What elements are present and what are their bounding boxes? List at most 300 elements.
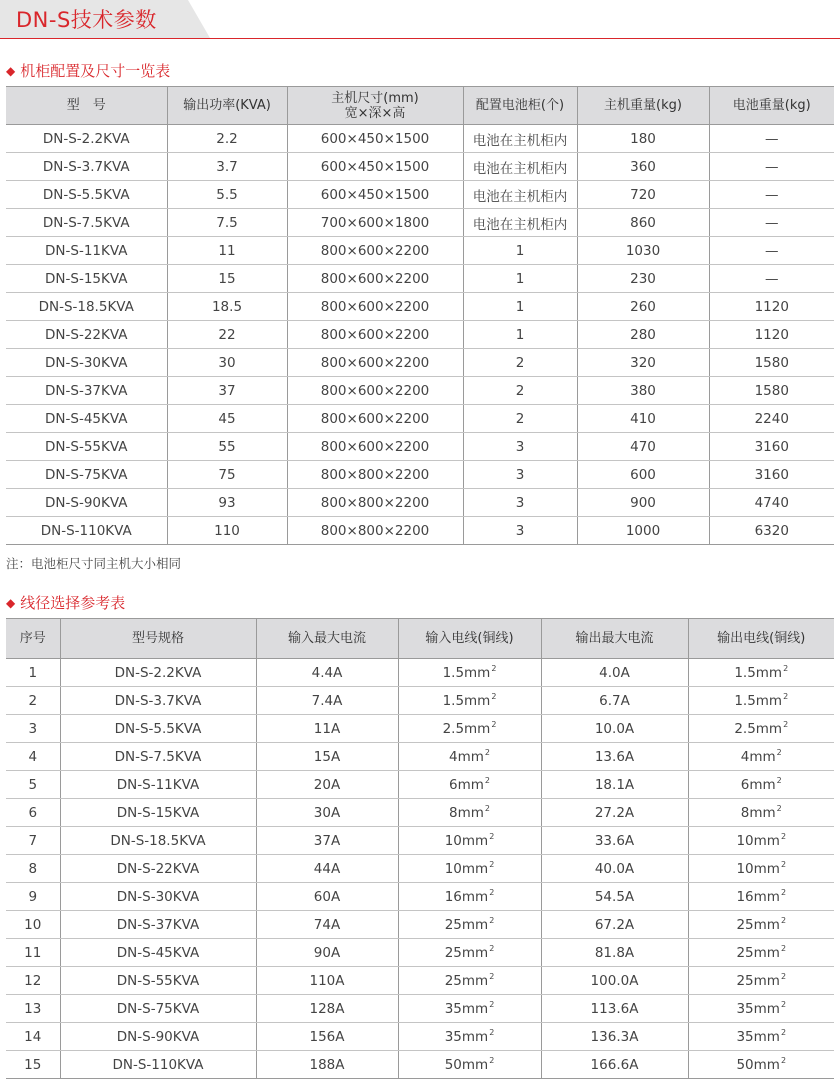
cell-host-weight	[577, 377, 709, 405]
area-unit-superscript: 2	[491, 720, 497, 729]
cell-battery-cabinets	[463, 293, 577, 321]
area-unit-superscript: 2	[780, 832, 787, 841]
area-unit-superscript: 2	[489, 1028, 495, 1037]
cell-host-size	[287, 265, 463, 293]
cell-index	[6, 659, 60, 687]
cell-input-wire	[398, 911, 541, 939]
cell-model	[6, 433, 167, 461]
table-row	[6, 433, 834, 461]
cell-output-power	[167, 433, 287, 461]
model-spec-value: DN-S-2.2KVA	[114, 664, 202, 681]
battery-weight-value: —	[765, 214, 779, 231]
output-power-value: 30	[218, 354, 236, 371]
cell-host-weight	[577, 153, 709, 181]
cell-battery-cabinets	[463, 125, 577, 153]
output-wire-value: 4mm	[740, 749, 776, 765]
cell-host-weight	[577, 433, 709, 461]
cell-input-wire	[398, 743, 541, 771]
index-value: 9	[28, 888, 38, 905]
cell-output-wire	[688, 1051, 834, 1079]
cell-index	[6, 883, 60, 911]
input-wire-value: 8mm	[449, 805, 484, 821]
cell-host-weight	[577, 321, 709, 349]
index-value: 3	[28, 720, 38, 737]
index-value: 15	[24, 1056, 42, 1073]
cell-model-spec	[60, 827, 256, 855]
table-row	[6, 771, 834, 799]
model-spec-value: DN-S-110KVA	[112, 1056, 204, 1073]
cell-output-max-current	[541, 827, 688, 855]
area-unit-superscript: 2	[780, 1056, 787, 1065]
table-row	[6, 209, 834, 237]
cell-output-wire	[688, 827, 834, 855]
cell-battery-cabinets	[463, 321, 577, 349]
cell-battery-cabinets	[463, 489, 577, 517]
cell-output-power	[167, 517, 287, 545]
cell-input-max-current	[256, 995, 398, 1023]
table-row	[6, 715, 834, 743]
output-power-value: 93	[218, 494, 236, 511]
col-header-input-max-current: 输入最大电流	[256, 619, 398, 659]
area-unit-superscript: 2	[776, 776, 782, 785]
cell-host-size	[287, 349, 463, 377]
output-max-current-value: 136.3A	[590, 1028, 639, 1045]
output-max-current-value: 40.0A	[594, 860, 635, 877]
output-power-value: 55	[218, 438, 236, 455]
area-unit-superscript: 2	[489, 860, 495, 869]
area-unit-superscript: 2	[776, 804, 782, 813]
cell-model	[6, 321, 167, 349]
table-row	[6, 489, 834, 517]
output-wire-value: 50mm	[736, 1057, 780, 1073]
model-value: DN-S-45KVA	[45, 410, 128, 427]
cell-input-wire	[398, 939, 541, 967]
model-value: DN-S-90KVA	[45, 494, 128, 511]
cell-output-wire	[688, 799, 834, 827]
cell-host-size	[287, 461, 463, 489]
model-value: DN-S-2.2KVA	[42, 130, 130, 147]
col-header-output-max-current: 输出最大电流	[541, 619, 688, 659]
battery-cabinets-value: 1	[515, 270, 525, 287]
cell-model-spec	[60, 771, 256, 799]
model-spec-value: DN-S-15KVA	[116, 804, 200, 821]
cell-battery-weight	[709, 517, 834, 545]
cell-input-max-current	[256, 743, 398, 771]
model-value: DN-S-75KVA	[45, 466, 128, 483]
model-value: DN-S-37KVA	[45, 382, 128, 399]
cell-model-spec	[60, 967, 256, 995]
table-header-row	[6, 619, 834, 659]
cell-index	[6, 855, 60, 883]
cell-host-size	[287, 321, 463, 349]
output-power-value: 3.7	[216, 158, 238, 175]
index-value: 7	[28, 832, 38, 849]
host-size-value: 800×800×2200	[320, 466, 430, 483]
table-row	[6, 659, 834, 687]
input-max-current-value: 188A	[309, 1056, 345, 1073]
input-max-current-value: 128A	[309, 1000, 345, 1017]
output-power-value: 18.5	[211, 298, 243, 315]
table-row	[6, 237, 834, 265]
output-max-current-value: 33.6A	[594, 832, 635, 849]
table-row	[6, 405, 834, 433]
input-max-current-value: 60A	[313, 888, 341, 905]
host-size-value: 600×450×1500	[320, 158, 430, 175]
col-header-index: 序号	[6, 619, 60, 659]
cell-output-power	[167, 349, 287, 377]
diamond-icon: ◆	[6, 64, 16, 78]
cell-output-wire	[688, 743, 834, 771]
model-spec-value: DN-S-18.5KVA	[110, 832, 206, 849]
cell-output-max-current	[541, 967, 688, 995]
cell-battery-cabinets	[463, 517, 577, 545]
cell-output-power	[167, 181, 287, 209]
output-max-current-value: 67.2A	[594, 916, 635, 933]
config-section-heading	[6, 60, 170, 81]
cell-battery-weight	[709, 405, 834, 433]
page-title: DN-S技术参数	[16, 8, 157, 32]
table-row	[6, 743, 834, 771]
host-size-value: 800×800×2200	[320, 522, 430, 539]
cell-output-power	[167, 125, 287, 153]
output-power-value: 37	[218, 382, 236, 399]
cell-host-weight	[577, 237, 709, 265]
cell-battery-weight	[709, 153, 834, 181]
index-value: 11	[24, 944, 42, 961]
model-spec-value: DN-S-55KVA	[116, 972, 200, 989]
output-power-value: 75	[218, 466, 236, 483]
cell-host-size	[287, 405, 463, 433]
host-weight-value: 320	[630, 354, 656, 371]
cell-battery-weight	[709, 321, 834, 349]
cell-index	[6, 827, 60, 855]
model-spec-value: DN-S-3.7KVA	[114, 692, 202, 709]
host-weight-value: 1030	[625, 242, 661, 259]
output-max-current-value: 81.8A	[594, 944, 635, 961]
battery-cabinets-value: 2	[515, 354, 525, 371]
cell-battery-weight	[709, 125, 834, 153]
model-spec-value: DN-S-90KVA	[116, 1028, 200, 1045]
model-value: DN-S-22KVA	[45, 326, 128, 343]
model-value: DN-S-55KVA	[45, 438, 128, 455]
cell-output-max-current	[541, 995, 688, 1023]
cell-model	[6, 209, 167, 237]
model-spec-value: DN-S-22KVA	[116, 860, 200, 877]
input-max-current-value: 74A	[313, 916, 341, 933]
output-wire-value: 35mm	[736, 1001, 780, 1017]
area-unit-superscript: 2	[491, 664, 497, 673]
battery-weight-value: 3160	[754, 466, 789, 483]
cell-host-weight	[577, 293, 709, 321]
index-value: 5	[28, 776, 38, 793]
area-unit-superscript: 2	[489, 1000, 495, 1009]
battery-cabinets-value: 2	[515, 382, 525, 399]
col-header-output-power: 输出功率(KVA)	[167, 87, 287, 125]
host-size-value: 700×600×1800	[320, 214, 430, 231]
wire-section-title: 线径选择参考表	[20, 594, 126, 612]
input-max-current-value: 20A	[313, 776, 341, 793]
host-size-value: 800×600×2200	[320, 326, 430, 343]
host-weight-value: 410	[630, 410, 656, 427]
col-header-input-wire: 输入电线(铜线)	[398, 619, 541, 659]
output-wire-value: 8mm	[740, 805, 776, 821]
battery-weight-value: —	[765, 242, 779, 259]
cell-battery-cabinets	[463, 237, 577, 265]
output-wire-value: 6mm	[740, 777, 776, 793]
cell-host-size	[287, 209, 463, 237]
cell-model	[6, 153, 167, 181]
output-wire-value: 35mm	[736, 1029, 780, 1045]
cell-model	[6, 489, 167, 517]
input-wire-value: 1.5mm	[442, 693, 491, 709]
table-row	[6, 377, 834, 405]
cell-input-max-current	[256, 715, 398, 743]
area-unit-superscript: 2	[484, 776, 490, 785]
cell-index	[6, 939, 60, 967]
input-wire-value: 10mm	[444, 833, 489, 849]
area-unit-superscript: 2	[780, 916, 787, 925]
cell-input-wire	[398, 799, 541, 827]
index-value: 1	[28, 664, 38, 681]
cell-host-weight	[577, 209, 709, 237]
cell-battery-cabinets	[463, 265, 577, 293]
cell-input-wire	[398, 1051, 541, 1079]
input-wire-value: 35mm	[444, 1029, 489, 1045]
table-row	[6, 517, 834, 545]
cell-host-size	[287, 237, 463, 265]
table-row	[6, 265, 834, 293]
area-unit-superscript: 2	[489, 944, 495, 953]
model-spec-value: DN-S-7.5KVA	[114, 748, 202, 765]
cell-model	[6, 265, 167, 293]
output-max-current-value: 6.7A	[599, 692, 630, 709]
cell-output-wire	[688, 771, 834, 799]
cell-output-max-current	[541, 659, 688, 687]
host-weight-value: 380	[630, 382, 656, 399]
area-unit-superscript: 2	[780, 860, 787, 869]
cell-index	[6, 1051, 60, 1079]
cell-host-size	[287, 293, 463, 321]
cell-input-max-current	[256, 799, 398, 827]
index-value: 10	[24, 916, 42, 933]
table-row	[6, 827, 834, 855]
col-header-model: 型 号	[6, 87, 167, 125]
cell-host-size	[287, 153, 463, 181]
wire-section-heading	[6, 592, 125, 613]
cell-output-power	[167, 321, 287, 349]
table-row	[6, 293, 834, 321]
cell-model-spec	[60, 855, 256, 883]
host-size-value: 800×600×2200	[320, 438, 430, 455]
cell-battery-weight	[709, 433, 834, 461]
title-underline	[0, 38, 840, 39]
output-max-current-value: 166.6A	[590, 1056, 639, 1073]
index-value: 12	[24, 972, 42, 989]
input-max-current-value: 11A	[313, 720, 341, 737]
cell-model	[6, 377, 167, 405]
battery-weight-value: 6320	[754, 522, 789, 539]
index-value: 14	[24, 1028, 42, 1045]
cell-index	[6, 911, 60, 939]
cell-host-size	[287, 489, 463, 517]
host-weight-value: 1000	[625, 522, 661, 539]
cell-output-power	[167, 265, 287, 293]
cell-model-spec	[60, 715, 256, 743]
cell-battery-cabinets	[463, 181, 577, 209]
input-max-current-value: 110A	[309, 972, 345, 989]
output-max-current-value: 4.0A	[599, 664, 630, 681]
cell-output-max-current	[541, 855, 688, 883]
index-value: 4	[28, 748, 38, 765]
cell-input-wire	[398, 687, 541, 715]
model-spec-value: DN-S-75KVA	[116, 1000, 200, 1017]
cell-model-spec	[60, 743, 256, 771]
cell-output-max-current	[541, 883, 688, 911]
cell-output-max-current	[541, 687, 688, 715]
area-unit-superscript: 2	[780, 972, 787, 981]
table-row	[6, 1023, 834, 1051]
cell-output-wire	[688, 995, 834, 1023]
cell-output-wire	[688, 715, 834, 743]
table-row	[6, 995, 834, 1023]
cell-host-weight	[577, 489, 709, 517]
col-header-model-spec: 型号规格	[60, 619, 256, 659]
host-weight-value: 180	[630, 130, 656, 147]
cell-input-max-current	[256, 939, 398, 967]
cell-input-max-current	[256, 911, 398, 939]
model-value: DN-S-30KVA	[45, 354, 128, 371]
host-weight-value: 600	[630, 466, 656, 483]
cell-output-power	[167, 405, 287, 433]
area-unit-superscript: 2	[776, 748, 782, 757]
host-weight-value: 860	[630, 214, 656, 231]
host-weight-value: 720	[630, 186, 656, 203]
cell-host-weight	[577, 461, 709, 489]
output-power-value: 15	[218, 270, 236, 287]
output-power-value: 2.2	[216, 130, 238, 147]
cell-index	[6, 967, 60, 995]
cell-output-max-current	[541, 799, 688, 827]
cabinet-config-table	[6, 86, 834, 545]
area-unit-superscript: 2	[489, 1056, 495, 1065]
battery-weight-value: —	[765, 270, 779, 287]
cell-battery-cabinets	[463, 405, 577, 433]
cell-output-wire	[688, 687, 834, 715]
index-value: 8	[28, 860, 38, 877]
model-spec-value: DN-S-11KVA	[116, 776, 200, 793]
cell-model-spec	[60, 687, 256, 715]
cell-output-max-current	[541, 771, 688, 799]
battery-weight-value: 1580	[754, 354, 789, 371]
cell-input-max-current	[256, 855, 398, 883]
cell-host-size	[287, 377, 463, 405]
cell-host-weight	[577, 349, 709, 377]
battery-weight-value: 3160	[754, 438, 789, 455]
table-header-row	[6, 87, 834, 125]
output-max-current-value: 113.6A	[590, 1000, 639, 1017]
area-unit-superscript: 2	[780, 888, 787, 897]
input-max-current-value: 30A	[313, 804, 341, 821]
cell-battery-weight	[709, 377, 834, 405]
cell-output-power	[167, 489, 287, 517]
output-power-value: 110	[214, 522, 240, 539]
cell-index	[6, 771, 60, 799]
cell-output-power	[167, 209, 287, 237]
cell-output-wire	[688, 883, 834, 911]
input-max-current-value: 7.4A	[311, 692, 343, 709]
host-size-value: 600×450×1500	[320, 130, 430, 147]
cell-index	[6, 799, 60, 827]
cell-model	[6, 181, 167, 209]
cell-input-max-current	[256, 827, 398, 855]
index-value: 13	[24, 1000, 42, 1017]
output-wire-value: 25mm	[736, 973, 780, 989]
table-row	[6, 1051, 834, 1079]
cell-host-size	[287, 125, 463, 153]
input-wire-value: 4mm	[449, 749, 484, 765]
host-weight-value: 900	[630, 494, 656, 511]
host-size-value: 800×800×2200	[320, 494, 430, 511]
battery-cabinets-value: 3	[515, 522, 525, 539]
output-power-value: 45	[218, 410, 236, 427]
battery-cabinets-value: 1	[515, 326, 525, 343]
cell-model	[6, 237, 167, 265]
output-wire-value: 10mm	[736, 833, 780, 849]
input-max-current-value: 37A	[313, 832, 341, 849]
table-row	[6, 321, 834, 349]
input-max-current-value: 90A	[313, 944, 341, 961]
table-row	[6, 687, 834, 715]
battery-weight-value: 2240	[754, 410, 789, 427]
cell-battery-weight	[709, 293, 834, 321]
cell-host-size	[287, 433, 463, 461]
cell-host-size	[287, 517, 463, 545]
battery-weight-value: —	[765, 130, 779, 147]
host-weight-value: 360	[630, 158, 656, 175]
cell-battery-weight	[709, 461, 834, 489]
cell-input-max-current	[256, 687, 398, 715]
cell-index	[6, 715, 60, 743]
host-size-value: 800×600×2200	[320, 242, 430, 259]
model-value: DN-S-11KVA	[45, 242, 128, 259]
table-row	[6, 967, 834, 995]
cell-battery-weight	[709, 209, 834, 237]
battery-cabinets-value: 3	[515, 438, 525, 455]
cell-model-spec	[60, 799, 256, 827]
diamond-icon: ◆	[6, 596, 16, 610]
cell-index	[6, 687, 60, 715]
area-unit-superscript: 2	[489, 832, 495, 841]
title-bar	[0, 0, 840, 40]
output-max-current-value: 13.6A	[594, 748, 635, 765]
cell-input-wire	[398, 659, 541, 687]
cell-model-spec	[60, 939, 256, 967]
model-value: DN-S-15KVA	[45, 270, 128, 287]
model-value: DN-S-5.5KVA	[42, 186, 130, 203]
cell-input-wire	[398, 827, 541, 855]
area-unit-superscript: 2	[783, 720, 789, 729]
cell-output-power	[167, 461, 287, 489]
area-unit-superscript: 2	[491, 692, 497, 701]
model-spec-value: DN-S-37KVA	[116, 916, 200, 933]
area-unit-superscript: 2	[489, 888, 495, 897]
model-value: DN-S-7.5KVA	[42, 214, 130, 231]
input-max-current-value: 15A	[313, 748, 341, 765]
area-unit-superscript: 2	[780, 944, 787, 953]
cell-battery-cabinets	[463, 209, 577, 237]
col-header-host-size	[287, 87, 463, 125]
output-max-current-value: 27.2A	[594, 804, 635, 821]
